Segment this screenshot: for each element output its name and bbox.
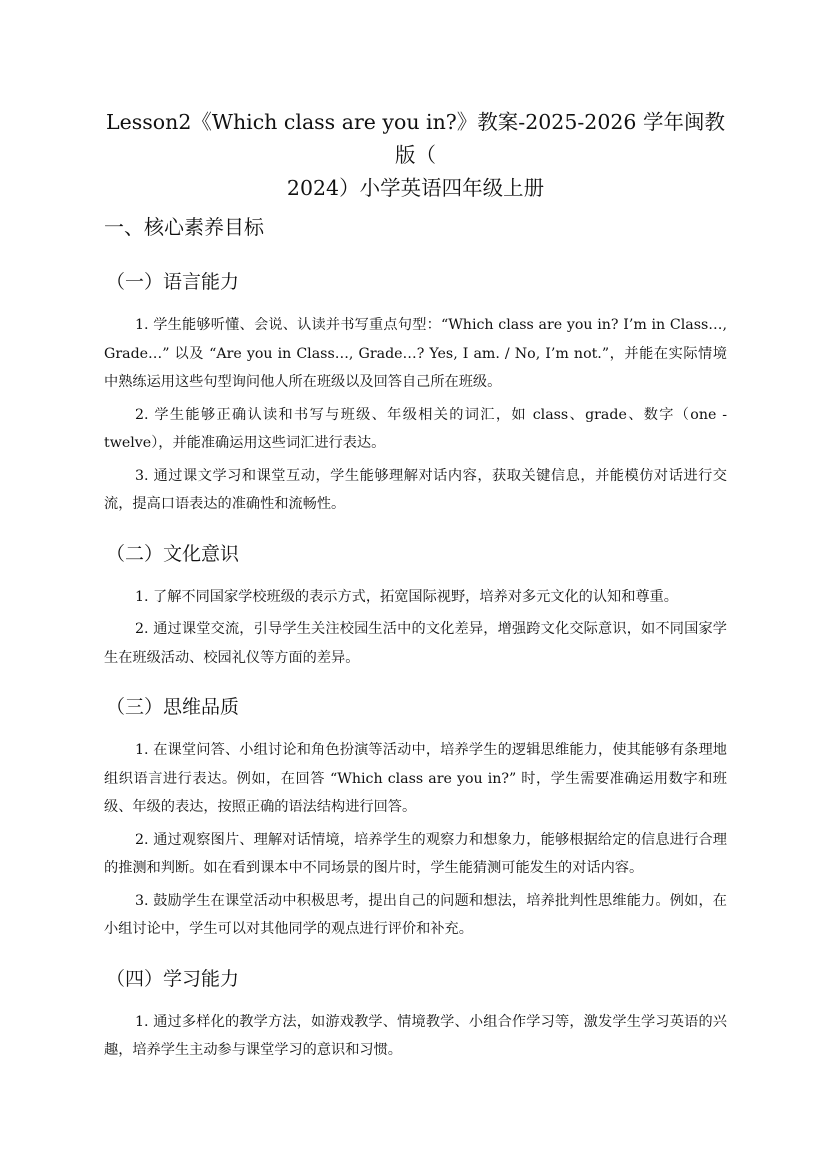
subsection-cultural-awareness: [104, 541, 727, 673]
section-heading-core-goals: 一、核心素养目标: [104, 215, 264, 239]
spacer: [104, 676, 727, 694]
title-line-1: Lesson2《Which class are you in?》教案-2025-2026 学年闽教版（: [106, 110, 725, 167]
paragraph: 1. 在课堂问答、小组讨论和角色扮演等活动中，培养学生的逻辑思维能力，使其能够有条理地组织语言进行表达。例如，在回答 “Which class are you in?” 时，学生需要准确运用数字和班级、年级的表达，按照正确的语法结构进行回答。: [104, 742, 727, 815]
paragraph: 1. 通过多样化的教学方法，如游戏教学、情境教学、小组合作学习等，激发学生学习英语的兴趣，培养学生主动参与课堂学习的意识和习惯。: [104, 1013, 727, 1058]
document-title: [104, 106, 727, 205]
spacer: [104, 948, 727, 966]
paragraph: 1. 学生能够听懂、会说、认读并书写重点句型：“Which class are you in? I’m in Class…, Grade…” 以及 “Are you in Class…, Grade…? Yes, I am. / No, I’m not.”，并能在实际情境中熟练运用这些句型询问他人所在班级以及回答自己所在班级。: [104, 317, 727, 390]
subsection-heading: （一）语言能力: [106, 271, 240, 293]
paragraph: 3. 鼓励学生在课堂活动中积极思考，提出自己的问题和想法，培养批判性思维能力。例如，在小组讨论中，学生可以对其他同学的观点进行评价和补充。: [104, 892, 727, 937]
subsection-heading: （三）思维品质: [106, 696, 240, 718]
paragraph: 2. 通过观察图片、理解对话情境，培养学生的观察力和想象力，能够根据给定的信息进行合理的推测和判断。如在看到课本中不同场景的图片时，学生能猜测可能发生的对话内容。: [104, 831, 727, 876]
subsection-heading: （二）文化意识: [106, 542, 240, 565]
paragraph: 2. 通过课堂交流，引导学生关注校园生活中的文化差异，增强跨文化交际意识，如不同国家学生在班级活动、校园礼仪等方面的差异。: [104, 621, 727, 666]
subsection-thinking-quality: [104, 694, 727, 944]
spacer: [104, 523, 727, 541]
subsection-learning-ability: [104, 966, 727, 1065]
paragraph: 3. 通过课文学习和课堂互动，学生能够理解对话内容，获取关键信息，并能模仿对话进行交流，提高口语表达的准确性和流畅性。: [104, 467, 727, 512]
subsection-language-ability: [104, 269, 727, 519]
paragraph: 2. 学生能够正确认读和书写与班级、年级相关的词汇，如 class、grade、数字（one - twelve），并能准确运用这些词汇进行表达。: [104, 406, 727, 451]
paragraph: 1. 了解不同国家学校班级的表示方式，拓宽国际视野，培养对多元文化的认知和尊重。: [135, 588, 678, 605]
title-line-2: 2024）小学英语四年级上册: [286, 176, 545, 200]
subsection-heading: （四）学习能力: [106, 967, 240, 990]
